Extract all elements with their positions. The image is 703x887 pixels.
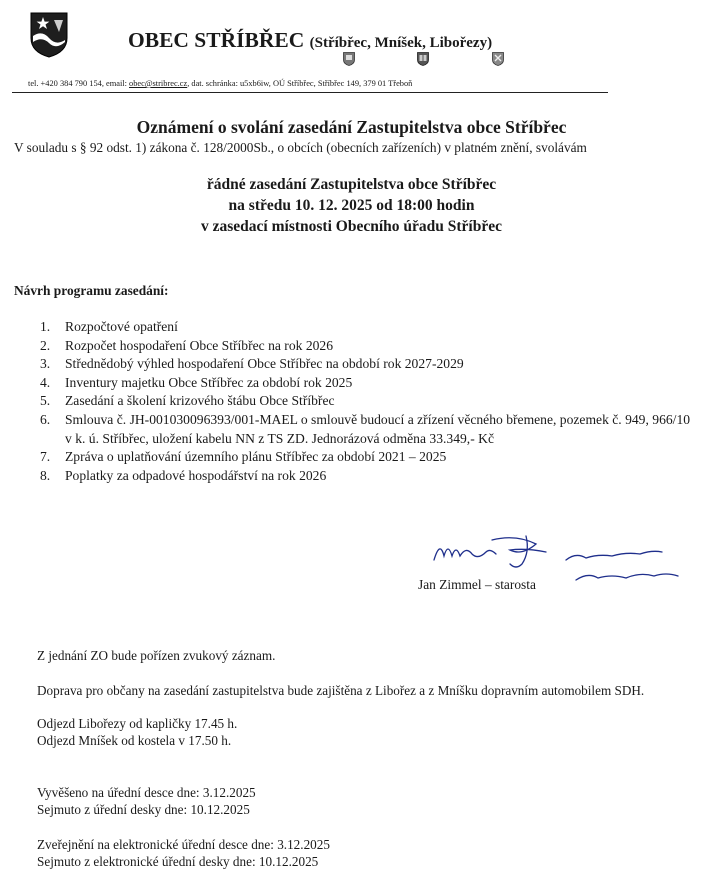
agenda-item-number: 3. <box>40 356 51 372</box>
liborezy-crest-icon <box>492 52 504 66</box>
agenda-item <box>40 337 700 356</box>
posted-date: Vyvěšeno na úřední desce dne: 3.12.2025 <box>37 785 256 800</box>
notice-heading: Oznámení o svolání zasedání Zastupitelstva obce Stříbřec <box>136 117 567 137</box>
municipality-coat-of-arms <box>30 12 68 58</box>
agenda-list <box>40 318 700 485</box>
agenda-item-number: 4. <box>40 374 51 390</box>
notice-intro: V souladu s § 92 odst. 1) zákona č. 128/2000Sb., o obcích (obecních zařízeních) v platném znění, svolávám <box>14 140 587 155</box>
municipality-title <box>128 28 492 53</box>
agenda-item <box>40 411 700 448</box>
meeting-line-3: v zasedací místnosti Obecního úřadu Stříbřec <box>201 218 502 235</box>
header-divider <box>12 92 608 93</box>
departure-liborezy: Odjezd Libořezy od kapličky 17.45 h. <box>37 716 238 731</box>
agenda-item-number: 2. <box>40 337 51 353</box>
agenda-item-text: Rozpočet hospodaření Obce Stříbřec na rok 2026 <box>65 337 334 353</box>
agenda-item-text: Poplatky za odpadové hospodářství na rok 2026 <box>65 467 327 483</box>
agenda-item-text: Zasedání a školení krizového štábu Obce Stříbřec <box>65 393 335 409</box>
title-name: OBEC STŘÍBŘEC <box>128 28 305 52</box>
meeting-line-2: na středu 10. 12. 2025 od 18:00 hodin <box>228 197 475 214</box>
title-parts: (Stříbřec, Mníšek, Libořezy) <box>309 35 493 51</box>
stribrec-crest-icon <box>343 52 355 66</box>
agenda-item <box>40 448 700 467</box>
contact-suffix: , dat. schránka: u5xb6iw, OÚ Stříbřec, Stříbřec 149, 379 01 Třeboň <box>187 79 413 88</box>
agenda-item <box>40 467 700 486</box>
agenda-item-text: Zpráva o uplatňování územního plánu Stříbřec za období 2021 – 2025 <box>65 449 447 465</box>
agenda-item-text: Střednědobý výhled hospodaření Obce Stříbřec na období rok 2027-2029 <box>65 356 464 372</box>
signature-name: Jan Zimmel – starosta <box>418 577 536 592</box>
agenda-item <box>40 318 700 337</box>
program-title: Návrh programu zasedání: <box>14 283 169 298</box>
mnisek-crest-icon <box>417 52 429 66</box>
agenda-item <box>40 392 700 411</box>
agenda-item-number: 1. <box>40 319 51 334</box>
contact-line <box>28 79 412 88</box>
contact-prefix: tel. +420 384 790 154, email: <box>28 79 130 88</box>
meeting-line-1: řádné zasedání Zastupitelstva obce Stříbřec <box>206 176 497 193</box>
agenda-item-number: 5. <box>40 393 51 409</box>
e-posted-date: Zveřejnění na elektronické úřední desce dne: 3.12.2025 <box>37 837 330 852</box>
agenda-item-text: Rozpočtové opatření <box>65 319 178 334</box>
departure-mnisek: Odjezd Mníšek od kostela v 17.50 h. <box>37 733 232 748</box>
e-removed-date: Sejmuto z elektronické úřední desky dne: 10.12.2025 <box>37 854 319 869</box>
email-link[interactable]: obec@stribrec.cz <box>129 79 188 88</box>
agenda-item-number: 7. <box>40 449 51 465</box>
agenda-item-text: Inventury majetku Obce Stříbřec za období rok 2025 <box>65 374 353 390</box>
removed-date: Sejmuto z úřední desky dne: 10.12.2025 <box>37 802 250 817</box>
transport-note: Doprava pro občany na zasedání zastupitelstva bude zajištěna z Libořez a z Mníšku dopravním automobilem SDH. <box>37 683 645 698</box>
agenda-item-text: Smlouva č. JH-001030096393/001-MAEL o smlouvě budoucí a zřízení věcného břemene, pozemek č. 949, 966/10 v k. ú. Stříbřec, uložení kabelu NN z TS ZD. Jednorázová odměna 33.349,- Kč <box>65 411 691 446</box>
recording-note: Z jednání ZO bude pořízen zvukový záznam. <box>37 648 276 663</box>
agenda-item <box>40 355 700 374</box>
agenda-item-number: 8. <box>40 467 51 483</box>
agenda-item-number: 6. <box>40 411 51 427</box>
agenda-item <box>40 374 700 393</box>
